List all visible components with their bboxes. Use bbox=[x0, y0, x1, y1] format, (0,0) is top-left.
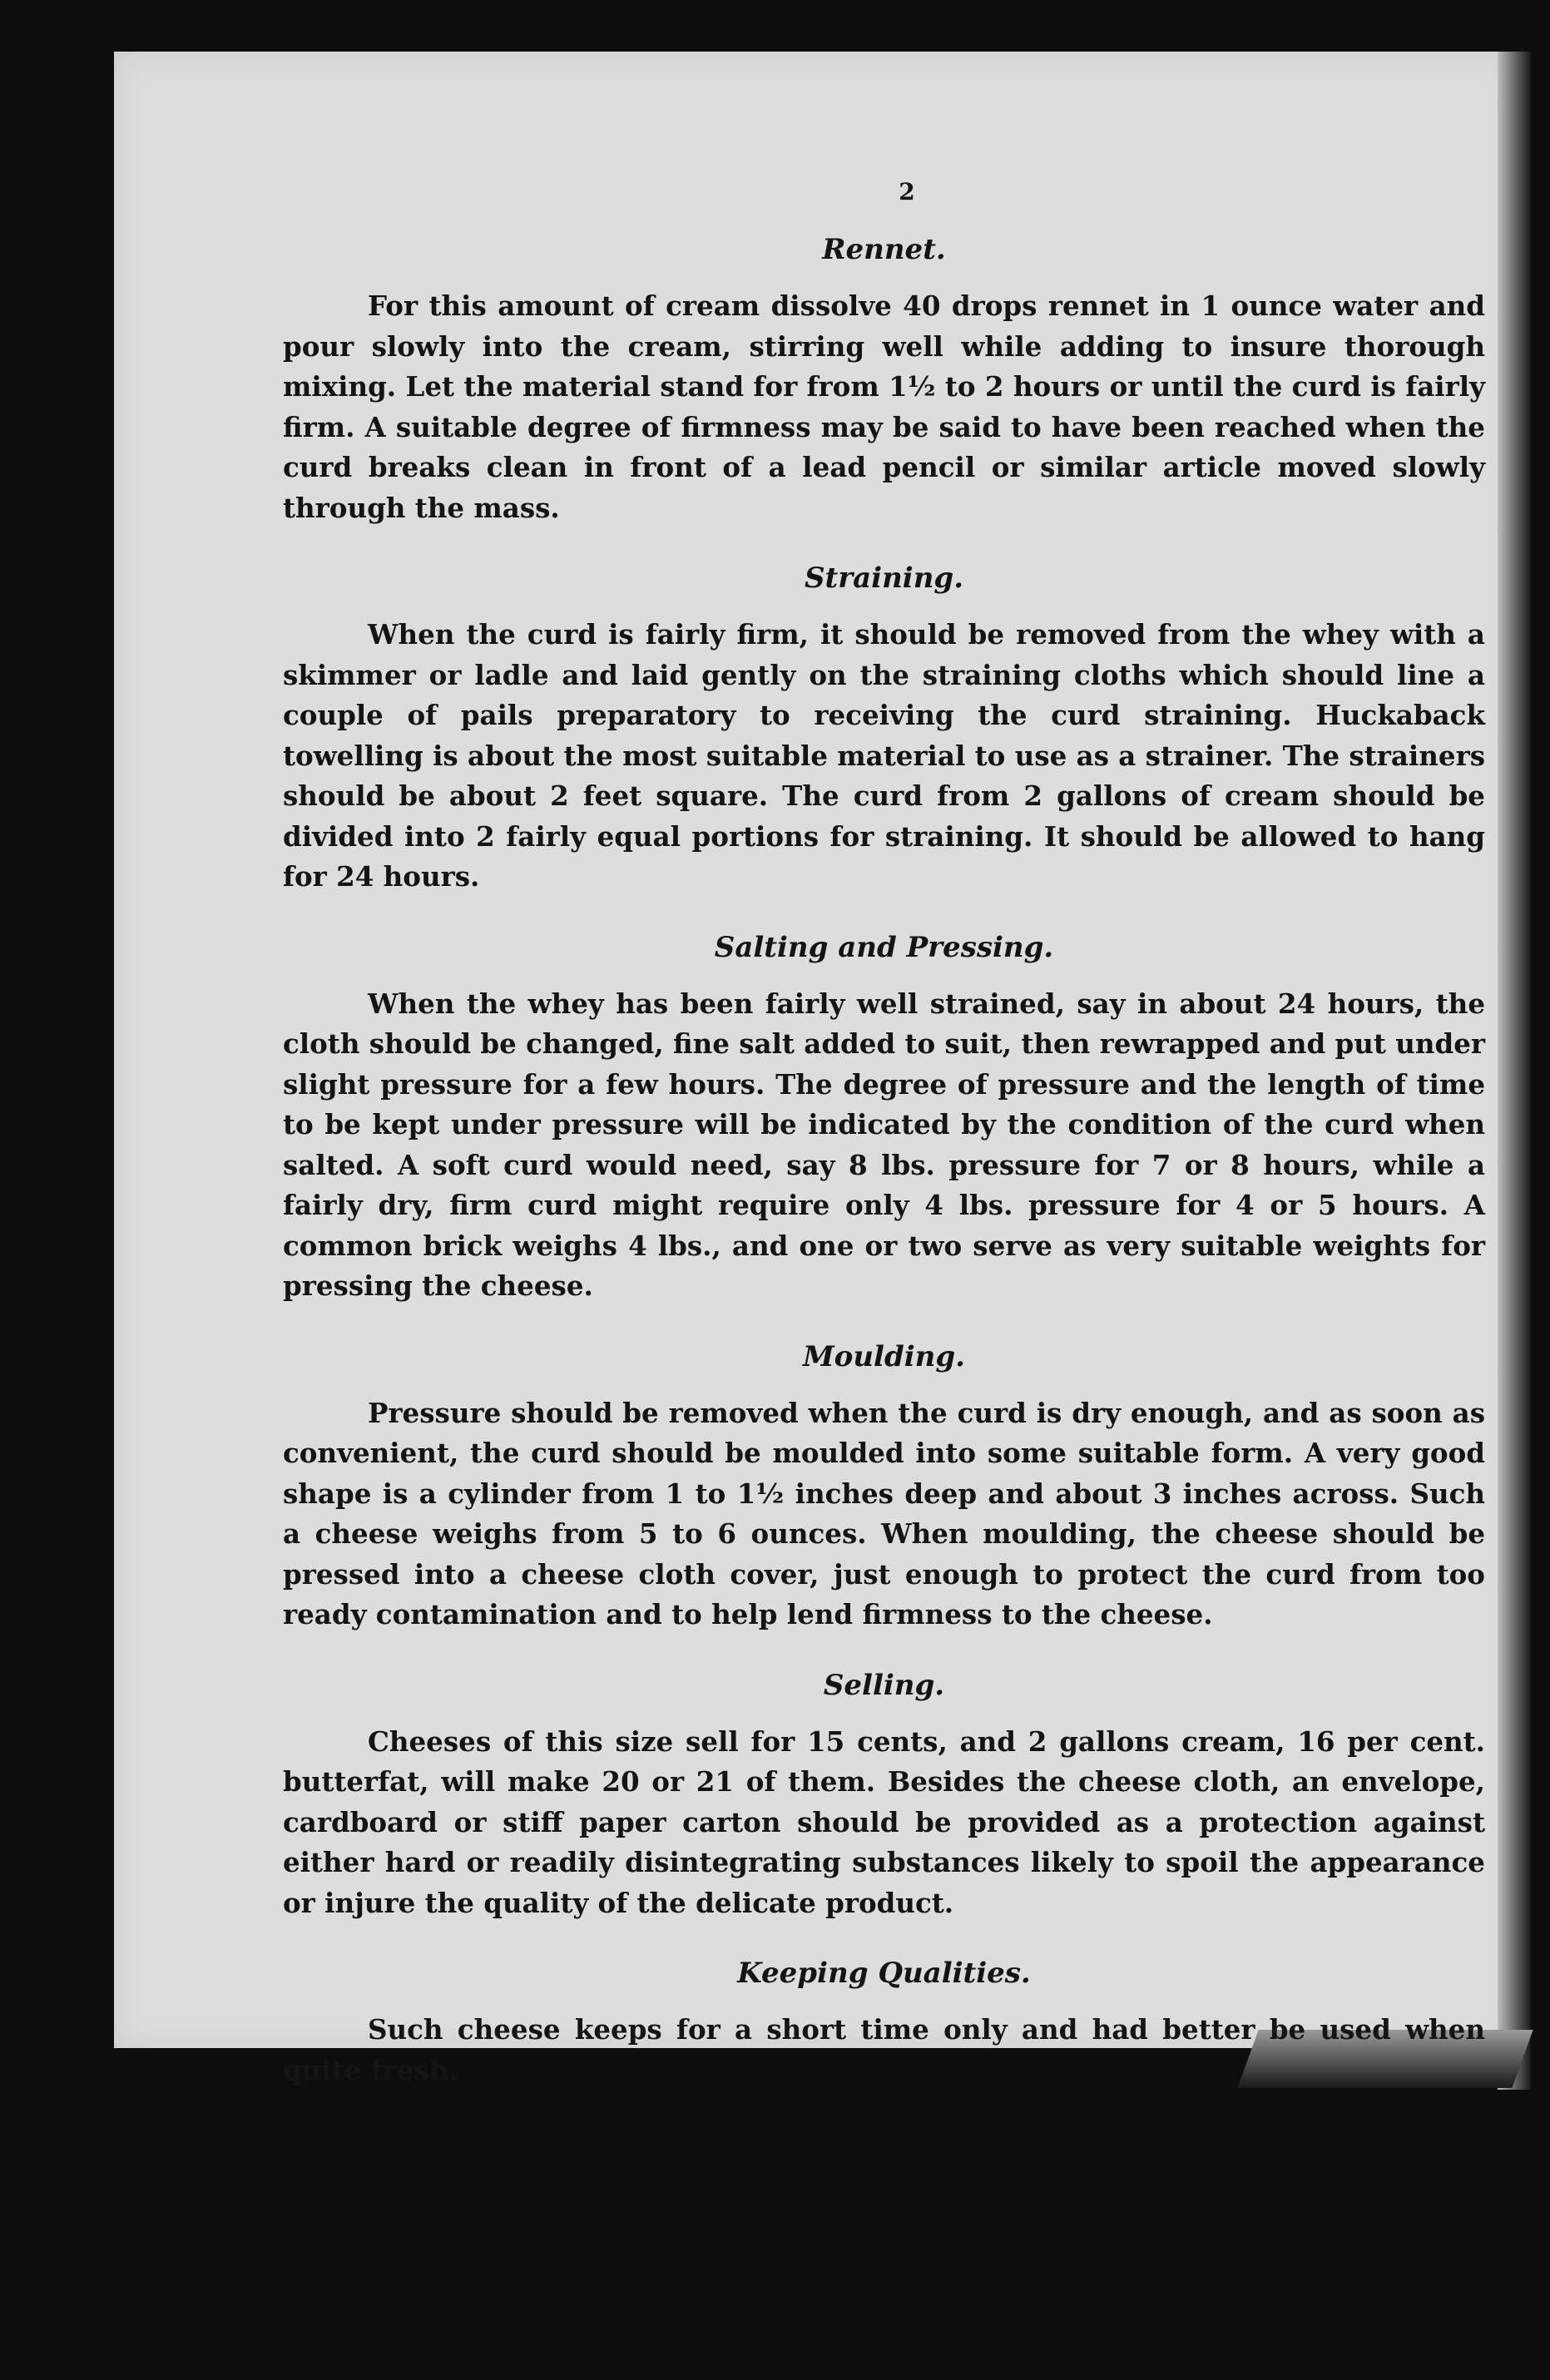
page-edge-shadow bbox=[1498, 52, 1531, 2090]
section-paragraph: Cheeses of this size sell for 15 cents, and 2 gallons cream, 16 per cent. butterfat, will make 20 or 21 of them. Besides the cheese cloth, an envelope, cardboard or stiff paper carton should be provided as a protection against either hard or readily disintegrating substances likely to spoil the appearance or injure the quality of the delicate product. bbox=[283, 1724, 1485, 1919]
section-heading: Rennet. bbox=[822, 233, 946, 266]
section-heading: Selling. bbox=[823, 1668, 945, 1702]
section-straining bbox=[283, 562, 1485, 898]
document-body bbox=[283, 233, 1485, 2124]
page-number: 2 bbox=[899, 178, 915, 205]
section-rennet bbox=[283, 233, 1485, 528]
section-moulding bbox=[283, 1340, 1485, 1635]
section-selling bbox=[283, 1669, 1485, 1924]
section-paragraph: Such cheese keeps for a short time only and had better be used when quite fresh. bbox=[283, 2013, 1485, 2086]
section-paragraph: When the whey has been fairly well strained, say in about 24 hours, the cloth should be changed, fine salt added to suit, then rewrapped and put under slight pressure for a few hours. The degree of pressure and the length of time to be kept under pressure will be indicated by the condition of the curd when salted. A soft curd would need, say 8 lbs. pressure for 7 or 8 hours, while a fairly dry, firm curd might require only 4 lbs. pressure for 4 or 5 hours. A common brick weighs 4 lbs., and one or two serve as very suitable weights for pressing the cheese. bbox=[283, 987, 1485, 1302]
section-heading: Salting and Pressing. bbox=[714, 930, 1054, 964]
section-paragraph: Pressure should be removed when the curd is dry enough, and as soon as convenient, the curd should be moulded into some suitable form. A very good shape is a cylinder from 1 to 1½ inches deep and about 3 inches across. Such a cheese weighs from 5 to 6 ounces. When moulding, the cheese should be pressed into a cheese cloth cover, just enough to protect the curd from too ready contamination and to help lend firmness to the cheese. bbox=[283, 1396, 1485, 1630]
section-paragraph: When the curd is fairly firm, it should be removed from the whey with a skimmer or ladle and laid gently on the straining cloths which should line a couple of pails preparatory to receiving the curd straining. Huckaback towelling is about the most suitable material to use as a strainer. The strainers should be about 2 feet square. The curd from 2 gallons of cream should be divided into 2 fairly equal portions for straining. It should be allowed to hang for 24 hours. bbox=[283, 618, 1485, 893]
section-salting-and-pressing bbox=[283, 931, 1485, 1307]
section-keeping-qualities bbox=[283, 1957, 1485, 2091]
section-heading: Straining. bbox=[804, 562, 964, 595]
section-heading: Moulding. bbox=[803, 1339, 965, 1373]
section-paragraph: For this amount of cream dissolve 40 drops rennet in 1 ounce water and pour slowly into the cream, stirring well while adding to insure thorough mixing. Let the material stand for from 1½ to 2 hours or until the curd is fairly firm. A suitable degree of firmness may be said to have been reached when the curd breaks clean in front of a lead pencil or similar article moved slowly through the mass. bbox=[283, 289, 1485, 524]
section-heading: Keeping Qualities. bbox=[737, 1957, 1031, 1990]
